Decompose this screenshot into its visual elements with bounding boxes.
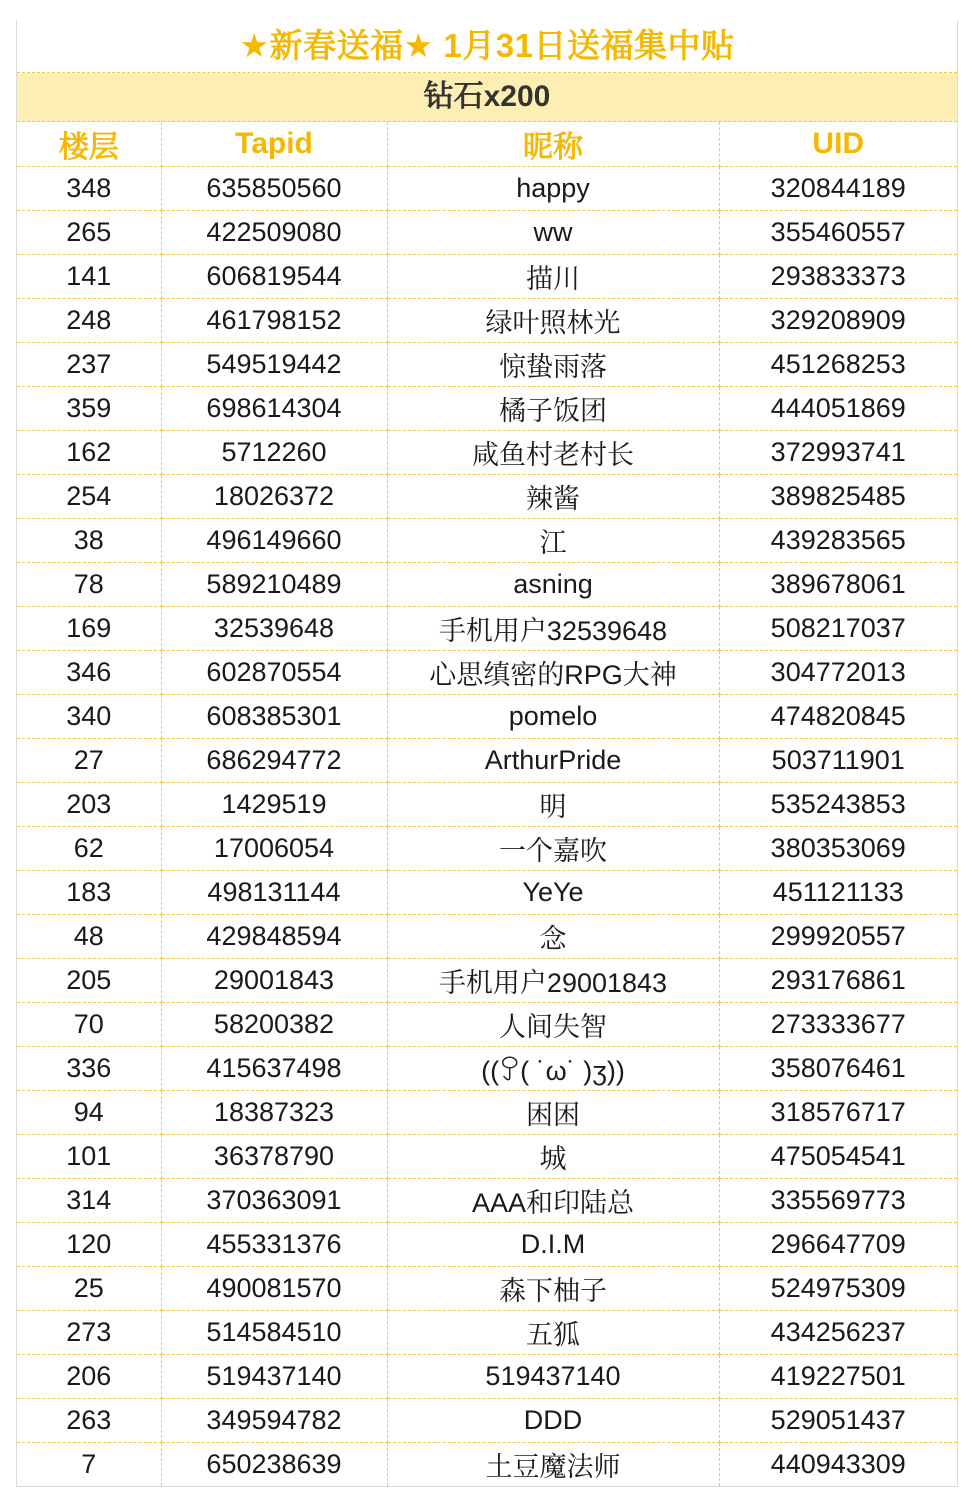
tapid-cell: 519437140 <box>161 1355 387 1399</box>
floor-cell: 359 <box>17 387 161 431</box>
uid-cell: 296647709 <box>719 1223 957 1267</box>
floor-cell: 62 <box>17 827 161 871</box>
floor-cell: 314 <box>17 1179 161 1223</box>
uid-cell: 329208909 <box>719 299 957 343</box>
floor-cell: 27 <box>17 739 161 783</box>
floor-cell: 346 <box>17 651 161 695</box>
tapid-cell: 415637498 <box>161 1047 387 1091</box>
table-body <box>17 167 957 1487</box>
winners-table <box>17 122 957 1486</box>
floor-cell: 237 <box>17 343 161 387</box>
table-row <box>17 387 957 431</box>
floor-cell: 162 <box>17 431 161 475</box>
table-row <box>17 1135 957 1179</box>
table-row <box>17 1091 957 1135</box>
uid-cell: 524975309 <box>719 1267 957 1311</box>
tapid-cell: 461798152 <box>161 299 387 343</box>
table-row <box>17 1223 957 1267</box>
floor-cell: 7 <box>17 1443 161 1487</box>
uid-cell: 389825485 <box>719 475 957 519</box>
uid-cell: 508217037 <box>719 607 957 651</box>
nickname-cell: ((ꎤ( ˙ω˙ )ʒ)) <box>387 1047 719 1091</box>
tapid-cell: 698614304 <box>161 387 387 431</box>
tapid-cell: 58200382 <box>161 1003 387 1047</box>
tapid-cell: 18387323 <box>161 1091 387 1135</box>
floor-cell: 183 <box>17 871 161 915</box>
column-header-floor: 楼层 <box>17 122 161 167</box>
tapid-cell: 498131144 <box>161 871 387 915</box>
tapid-cell: 32539648 <box>161 607 387 651</box>
table-row <box>17 695 957 739</box>
floor-cell: 94 <box>17 1091 161 1135</box>
tapid-cell: 496149660 <box>161 519 387 563</box>
table-row <box>17 1355 957 1399</box>
uid-cell: 299920557 <box>719 915 957 959</box>
tapid-cell: 490081570 <box>161 1267 387 1311</box>
floor-cell: 336 <box>17 1047 161 1091</box>
nickname-cell: 绿叶照林光 <box>387 299 719 343</box>
floor-cell: 25 <box>17 1267 161 1311</box>
gift-list-sheet <box>16 20 958 1487</box>
uid-cell: 293176861 <box>719 959 957 1003</box>
tapid-cell: 650238639 <box>161 1443 387 1487</box>
nickname-cell: 江 <box>387 519 719 563</box>
table-row <box>17 563 957 607</box>
tapid-cell: 17006054 <box>161 827 387 871</box>
floor-cell: 120 <box>17 1223 161 1267</box>
uid-cell: 335569773 <box>719 1179 957 1223</box>
uid-cell: 320844189 <box>719 167 957 211</box>
uid-cell: 451268253 <box>719 343 957 387</box>
table-row <box>17 1399 957 1443</box>
nickname-cell: ww <box>387 211 719 255</box>
nickname-cell: YeYe <box>387 871 719 915</box>
uid-cell: 372993741 <box>719 431 957 475</box>
nickname-cell: AAA和印陆总 <box>387 1179 719 1223</box>
tapid-cell: 549519442 <box>161 343 387 387</box>
floor-cell: 265 <box>17 211 161 255</box>
table-row <box>17 607 957 651</box>
table-row <box>17 167 957 211</box>
floor-cell: 254 <box>17 475 161 519</box>
nickname-cell: 土豆魔法师 <box>387 1443 719 1487</box>
nickname-cell: happy <box>387 167 719 211</box>
column-header-uid: UID <box>719 122 957 167</box>
floor-cell: 70 <box>17 1003 161 1047</box>
table-row <box>17 959 957 1003</box>
table-row <box>17 299 957 343</box>
uid-cell: 535243853 <box>719 783 957 827</box>
tapid-cell: 349594782 <box>161 1399 387 1443</box>
table-row <box>17 519 957 563</box>
tapid-cell: 36378790 <box>161 1135 387 1179</box>
tapid-cell: 608385301 <box>161 695 387 739</box>
nickname-cell: 念 <box>387 915 719 959</box>
floor-cell: 206 <box>17 1355 161 1399</box>
nickname-cell: 惊蛰雨落 <box>387 343 719 387</box>
uid-cell: 355460557 <box>719 211 957 255</box>
uid-cell: 444051869 <box>719 387 957 431</box>
table-row <box>17 1179 957 1223</box>
tapid-cell: 602870554 <box>161 651 387 695</box>
uid-cell: 304772013 <box>719 651 957 695</box>
uid-cell: 529051437 <box>719 1399 957 1443</box>
floor-cell: 263 <box>17 1399 161 1443</box>
floor-cell: 205 <box>17 959 161 1003</box>
tapid-cell: 422509080 <box>161 211 387 255</box>
nickname-cell: pomelo <box>387 695 719 739</box>
table-row <box>17 255 957 299</box>
tapid-cell: 514584510 <box>161 1311 387 1355</box>
nickname-cell: D.I.M <box>387 1223 719 1267</box>
nickname-cell: ArthurPride <box>387 739 719 783</box>
nickname-cell: 手机用户32539648 <box>387 607 719 651</box>
uid-cell: 451121133 <box>719 871 957 915</box>
uid-cell: 439283565 <box>719 519 957 563</box>
uid-cell: 440943309 <box>770 1449 906 1479</box>
reward-subtitle: 钻石x200 <box>17 73 957 122</box>
floor-cell: 273 <box>17 1311 161 1355</box>
uid-cell: 474820845 <box>719 695 957 739</box>
floor-cell: 203 <box>17 783 161 827</box>
floor-cell: 348 <box>17 167 161 211</box>
nickname-cell: 一个嘉吹 <box>387 827 719 871</box>
nickname-cell: 心思缜密的RPG大神 <box>387 651 719 695</box>
floor-cell: 38 <box>17 519 161 563</box>
nickname-cell: 描川 <box>387 255 719 299</box>
nickname-cell: 手机用户29001843 <box>387 959 719 1003</box>
floor-cell: 340 <box>17 695 161 739</box>
tapid-cell: 455331376 <box>161 1223 387 1267</box>
uid-cell: 503711901 <box>719 739 957 783</box>
column-header-nickname: 昵称 <box>387 122 719 167</box>
tapid-cell: 686294772 <box>161 739 387 783</box>
uid-cell: 434256237 <box>719 1311 957 1355</box>
column-header-tapid: Tapid <box>161 122 387 167</box>
nickname-cell: 困困 <box>387 1091 719 1135</box>
tapid-cell: 429848594 <box>161 915 387 959</box>
nickname-cell: 519437140 <box>387 1355 719 1399</box>
floor-cell: 248 <box>17 299 161 343</box>
table-row <box>17 783 957 827</box>
tapid-cell: 606819544 <box>161 255 387 299</box>
table-row <box>17 211 957 255</box>
table-row <box>17 1443 957 1487</box>
tapid-cell: 589210489 <box>161 563 387 607</box>
uid-cell: 389678061 <box>719 563 957 607</box>
uid-cell: 380353069 <box>719 827 957 871</box>
uid-cell: 273333677 <box>719 1003 957 1047</box>
nickname-cell: 辣酱 <box>387 475 719 519</box>
tapid-cell: 18026372 <box>161 475 387 519</box>
uid-cell: 358076461 <box>719 1047 957 1091</box>
nickname-cell: 咸鱼村老村长 <box>387 431 719 475</box>
nickname-cell: 城 <box>387 1135 719 1179</box>
nickname-cell: DDD <box>387 1399 719 1443</box>
table-row <box>17 1047 957 1091</box>
table-row <box>17 871 957 915</box>
table-row <box>17 739 957 783</box>
nickname-cell: 五狐 <box>387 1311 719 1355</box>
table-row <box>17 475 957 519</box>
nickname-cell: 森下柚子 <box>387 1267 719 1311</box>
table-row <box>17 343 957 387</box>
uid-cell: 475054541 <box>719 1135 957 1179</box>
table-row <box>17 651 957 695</box>
floor-cell: 48 <box>17 915 161 959</box>
floor-cell: 78 <box>17 563 161 607</box>
table-row <box>17 915 957 959</box>
tapid-cell: 635850560 <box>161 167 387 211</box>
table-row <box>17 1267 957 1311</box>
tapid-cell: 5712260 <box>161 431 387 475</box>
nickname-cell: 明 <box>387 783 719 827</box>
uid-cell: 318576717 <box>719 1091 957 1135</box>
uid-cell: 293833373 <box>719 255 957 299</box>
table-row <box>17 431 957 475</box>
tapid-cell: 29001843 <box>161 959 387 1003</box>
floor-cell: 169 <box>17 607 161 651</box>
nickname-cell: 人间失智 <box>387 1003 719 1047</box>
table-row <box>17 1311 957 1355</box>
floor-cell: 101 <box>17 1135 161 1179</box>
page-title: ★新春送福★ 1月31日送福集中贴 <box>17 20 957 73</box>
table-row <box>17 1003 957 1047</box>
tapid-cell: 1429519 <box>161 783 387 827</box>
floor-cell: 141 <box>17 255 161 299</box>
nickname-cell: asning <box>387 563 719 607</box>
table-row <box>17 827 957 871</box>
table-header-row <box>17 122 957 167</box>
tapid-cell: 370363091 <box>161 1179 387 1223</box>
uid-cell: 419227501 <box>719 1355 957 1399</box>
nickname-cell: 橘子饭团 <box>387 387 719 431</box>
